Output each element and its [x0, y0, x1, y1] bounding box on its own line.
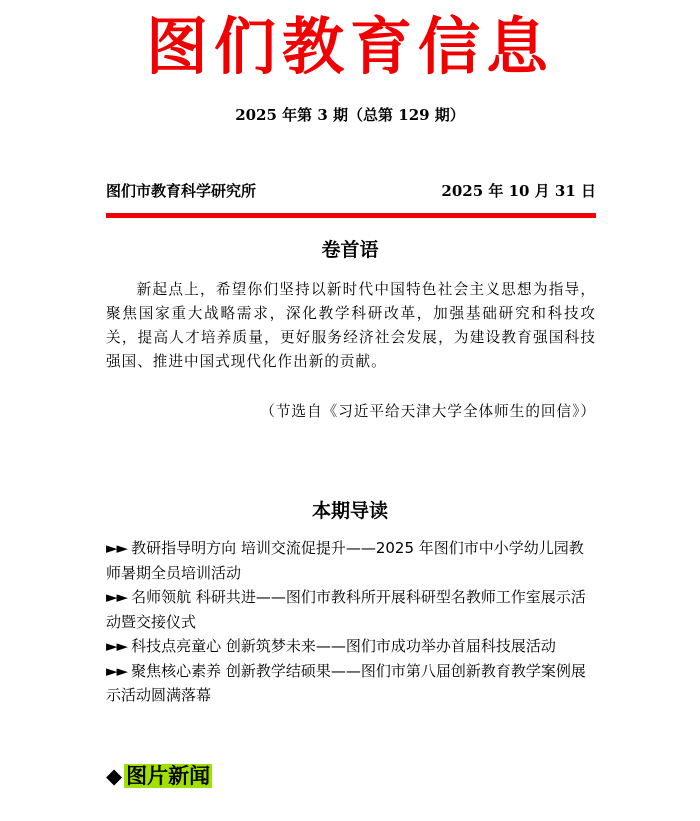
publisher-name: 图们市教育科学研究所	[106, 182, 257, 200]
picture-news-heading	[106, 760, 212, 792]
arrow-marker-icon: ►►	[106, 539, 128, 557]
issue-number: 2025 年第 3 期（总第 129 期）	[235, 106, 465, 124]
guide-item-text: 聚焦核心素养 创新教学结硕果——图们市第八届创新教育教学案例展示活动圆满落幕	[106, 661, 586, 704]
guide-item-text: 名师领航 科研共进——图们市教科所开展科研型名教师工作室展示活动暨交接仪式	[106, 588, 586, 631]
arrow-marker-icon: ►►	[106, 661, 128, 680]
picture-news-label: 图片新闻	[126, 764, 211, 788]
guide-item[interactable]	[106, 536, 598, 585]
guide-title: 本期导读	[311, 500, 388, 522]
foreword-title: 卷首语	[321, 239, 379, 261]
arrow-marker-icon: ►►	[106, 637, 128, 655]
guide-item-text: 科技点亮童心 创新筑梦未来——图们市成功举办首届科技展活动	[131, 637, 556, 655]
diamond-icon: ◆	[106, 764, 123, 788]
guide-item[interactable]	[106, 659, 598, 708]
foreword-body	[106, 278, 596, 374]
guide-item-text: 教研指导明方向 培训交流促提升——2025 年图们市中小学幼儿园教师暑期全员培训活动	[106, 539, 584, 582]
guide-list	[106, 536, 598, 708]
foreword-source: （节选自《习近平给天津大学全体师生的回信》）	[260, 403, 596, 420]
foreword-text: 新起点上，希望你们坚持以新时代中国特色社会主义思想为指导，聚焦国家重大战略需求，深化教学科研改革，加强基础研究和科技攻关，提高人才培养质量，更好服务经济社会发展，为建设教育强国科技强国、推进中国式现代化作出新的贡献。	[106, 281, 596, 370]
header-divider	[106, 213, 596, 218]
guide-item[interactable]	[106, 634, 598, 659]
arrow-marker-icon: ►►	[106, 588, 128, 606]
publish-date: 2025 年 10 月 31 日	[441, 182, 596, 200]
guide-item[interactable]	[106, 585, 598, 634]
publisher-row	[106, 180, 596, 200]
masthead-title: 图们教育信息	[145, 10, 554, 83]
